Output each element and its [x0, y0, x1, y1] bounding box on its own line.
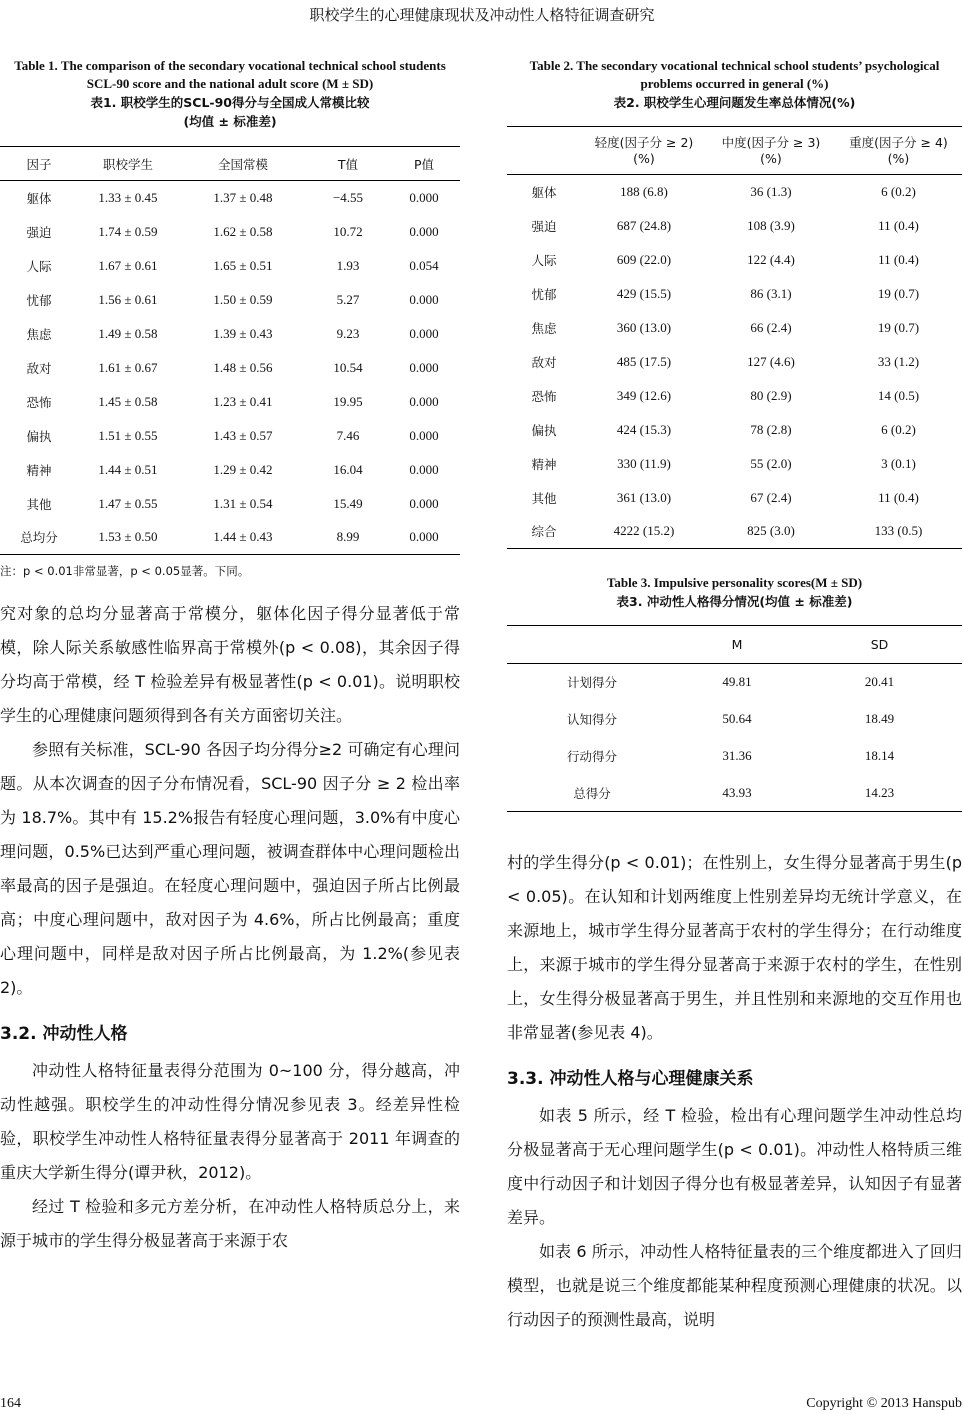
- table1-cell: 0.054: [409, 257, 439, 273]
- left-paragraph-4: 经过 T 检验和多元方差分析，在冲动性人格特质总分上，来源于城市的学生得分极显著高于来源于农: [0, 1197, 460, 1250]
- table2-cell: 忧郁: [531, 286, 557, 302]
- table1-row: [0, 419, 460, 453]
- table1-cell: 1.33 ± 0.45: [98, 189, 158, 205]
- table1-title-zh: 表1. 职校学生的SCL-90得分与全国成人常模比较: [90, 95, 370, 110]
- right-column: [507, 52, 962, 1337]
- table2-cell: 14 (0.5): [877, 387, 920, 403]
- table2-cell: 精神: [531, 456, 557, 472]
- table1-cell: 0.000: [409, 461, 439, 477]
- table1-cell: 0.000: [409, 393, 439, 409]
- table1-row: [0, 181, 460, 215]
- table2-cell: 78 (2.8): [750, 421, 792, 437]
- table3-row: [507, 701, 962, 738]
- table2-cell: 429 (15.5): [616, 285, 672, 301]
- table2-row: [507, 243, 962, 277]
- table1-cell: 1.44 ± 0.51: [98, 461, 158, 477]
- table1-cell: 1.43 ± 0.57: [213, 427, 273, 443]
- table1-cell: 0.000: [409, 189, 439, 205]
- left-paragraph-3: 冲动性人格特征量表得分范围为 0~100 分，得分越高，冲动性越强。职校学生的冲动性得分情况参见表 3。经差异性检验，职校学生冲动性人格特征量表得分显著高于 2011 年调查的重庆大学新生得分(谭尹秋，2012)。: [0, 1061, 460, 1182]
- table2-cell: 6 (0.2): [881, 421, 916, 437]
- right-paragraph-2: 如表 5 所示，经 T 检验，检出有心理问题学生冲动性总均分极显著高于无心理问题学生(p < 0.01)。冲动性人格特质三维度中行动因子和计划因子得分也有极显著差异，认知因子有显著差异。: [507, 1106, 962, 1227]
- table3-body: [507, 664, 962, 812]
- table2-cell: 综合: [507, 515, 581, 549]
- table3-header: M: [677, 626, 797, 664]
- table3-cell: 14.23: [797, 775, 962, 812]
- table2-cell: 349 (12.6): [616, 387, 672, 403]
- table1-header: 职校学生: [78, 147, 178, 181]
- left-column: [0, 52, 460, 1258]
- table2-cell: 67 (2.4): [750, 489, 792, 505]
- table2-cell: 485 (17.5): [616, 353, 672, 369]
- section-3-3-heading: 3.3. 冲动性人格与心理健康关系: [507, 1069, 754, 1089]
- table2-cell: 133 (0.5): [835, 515, 962, 549]
- table1-cell: 8.99: [308, 521, 388, 555]
- left-paragraph-2: 参照有关标准，SCL-90 各因子均分得分≥2 可确定有心理问题。从本次调查的因子分布情况看，SCL-90 因子分 ≥ 2 检出率为 18.7%。其中有 15.2%报告有轻度心理问题，3.0%有中度心理问题，0.5%已达到严重心理问题，被调查群体中心理问题检出率最高的因子是强迫。在轻度心理问题中，强迫因子所占比例最高；中度心理问题中，敌对因子为 4.6%，所占比例最高；重度心理问题中，同样是敌对因子所占比例最高，为 1.2%(参见表 2)。: [0, 740, 460, 997]
- table3-header: SD: [797, 626, 962, 664]
- table2-row: [507, 345, 962, 379]
- table1: [0, 146, 460, 555]
- section-3-2-heading: 3.2. 冲动性人格: [0, 1024, 128, 1044]
- table2-cell: 36 (1.3): [750, 183, 792, 199]
- table1-header: P值: [388, 147, 460, 181]
- table3-cell: 18.14: [864, 748, 895, 763]
- table2-cell: 焦虑: [531, 320, 557, 336]
- table2-row: [507, 209, 962, 243]
- table1-header: T值: [308, 147, 388, 181]
- table2-cell: 80 (2.9): [750, 387, 792, 403]
- table1-cell: 1.39 ± 0.43: [213, 325, 273, 341]
- table1-cell: 1.47 ± 0.55: [98, 495, 158, 511]
- table1-cell: 7.46: [336, 427, 360, 443]
- table2-cell: 躯体: [531, 184, 557, 200]
- table1-cell: 敌对: [26, 360, 52, 376]
- table1-header: 全国常模: [178, 147, 308, 181]
- right-paragraph-1: 村的学生得分(p < 0.01)；在性别上，女生得分显著高于男生(p < 0.05)。在认知和计划两维度上性别差异均无统计学意义，在来源地上，城市学生得分显著高于农村的学生得分；在行动维度上，来源于城市的学生得分显著高于来源于农村的学生，在性别上，女生得分极显著高于男生，并且性别和来源地的交互作用也非常显著(参见表 4)。: [507, 853, 962, 1042]
- table1-cell: 0.000: [409, 359, 439, 375]
- table1-cell: 1.93: [336, 257, 360, 273]
- table2-cell: 偏执: [531, 422, 557, 438]
- table1-cell: 1.74 ± 0.59: [98, 223, 158, 239]
- table1-row: [0, 317, 460, 351]
- table1-row: [0, 487, 460, 521]
- table2-cell: 3 (0.1): [881, 455, 916, 471]
- table2-row: [507, 311, 962, 345]
- table2-cell: 33 (1.2): [877, 353, 920, 369]
- table2-header-row: [507, 127, 962, 175]
- table2-cell: 11 (0.4): [878, 251, 919, 267]
- table1-row: [0, 283, 460, 317]
- table2-row: [507, 277, 962, 311]
- table3-cell: 20.41: [864, 674, 895, 690]
- table2-header: 轻度(因子分 ≥ 2) (%): [581, 127, 707, 175]
- table2-cell: 66 (2.4): [750, 319, 792, 335]
- table1-row: [0, 215, 460, 249]
- table1-cell: 1.45 ± 0.58: [98, 393, 158, 409]
- table1-cell: 焦虑: [26, 326, 52, 342]
- table1-header: 因子: [0, 147, 78, 181]
- table1-cell: 1.31 ± 0.54: [213, 495, 273, 511]
- table1-row: [0, 521, 460, 555]
- table1-row: [0, 453, 460, 487]
- table2-row: [507, 447, 962, 481]
- table1-row: [0, 249, 460, 283]
- table1-cell: 其他: [26, 496, 52, 512]
- table1-cell: 1.53 ± 0.50: [78, 521, 178, 555]
- table3-cell: 49.81: [722, 674, 752, 690]
- table1-cell: 16.04: [333, 461, 363, 477]
- table3-title-zh: 表3. 冲动性人格得分情况(均值 ± 标准差): [616, 594, 853, 609]
- table1-cell: 0.000: [409, 291, 439, 307]
- table1-cell: 5.27: [336, 291, 360, 307]
- table3-title-en: Table 3. Impulsive personality scores(M ± SD): [606, 575, 863, 590]
- table1-title-zh-sub: (均值 ± 标准差): [183, 114, 277, 129]
- table3: [507, 625, 962, 812]
- table2-cell: 19 (0.7): [877, 285, 920, 301]
- table2-cell: 强迫: [531, 218, 557, 234]
- copyright: Copyright © 2013 Hanspub: [806, 1396, 962, 1411]
- table2-cell: 361 (13.0): [616, 489, 672, 505]
- table3-cell: 总得分: [507, 775, 677, 812]
- table1-cell: 9.23: [336, 325, 360, 341]
- table1-cell: 15.49: [333, 495, 363, 511]
- table2-cell: 4222 (15.2): [581, 515, 707, 549]
- table1-cell: 人际: [26, 258, 52, 274]
- table1-cell: 偏执: [26, 428, 52, 444]
- table2-row: [507, 481, 962, 515]
- table1-cell: 强迫: [26, 224, 52, 240]
- table1-cell: 1.65 ± 0.51: [213, 257, 273, 273]
- table3-cell: 18.49: [864, 711, 895, 726]
- table3-row: [507, 738, 962, 775]
- table2-row: [507, 515, 962, 549]
- table2-cell: 敌对: [531, 354, 557, 370]
- table3-header: [507, 626, 677, 664]
- running-head: 职校学生的心理健康现状及冲动性人格特征调查研究: [309, 6, 655, 24]
- table1-cell: 1.49 ± 0.58: [98, 325, 158, 341]
- table1-cell: 1.37 ± 0.48: [213, 189, 273, 205]
- table1-cell: 精神: [26, 462, 52, 478]
- table1-body: [0, 181, 460, 555]
- table2-cell: 11 (0.4): [878, 489, 919, 505]
- table2-cell: 6 (0.2): [881, 183, 916, 199]
- table1-cell: 19.95: [333, 393, 363, 409]
- right-paragraph-3: 如表 6 所示，冲动性人格特征量表的三个维度都进入了回归模型，也就是说三个维度都能某种程度预测心理健康的状况。以行动因子的预测性最高，说明: [507, 1242, 962, 1329]
- left-paragraph-1: 究对象的总均分显著高于常模分，躯体化因子得分显著低于常模，除人际关系敏感性临界高于常模外(p < 0.08)，其余因子得分均高于常模，经 T 检验差异有极显著性(p < 0.01)。说明职校学生的心理健康问题须得到各有关方面密切关注。: [0, 604, 460, 725]
- table1-cell: −4.55: [332, 189, 364, 205]
- table1-cell: 0.000: [388, 521, 460, 555]
- table2-body: [507, 175, 962, 549]
- table3-cell: 行动得分: [566, 749, 617, 764]
- table1-row: [0, 351, 460, 385]
- table2-cell: 55 (2.0): [750, 455, 792, 471]
- table2-cell: 687 (24.8): [616, 217, 672, 233]
- table2-cell: 188 (6.8): [620, 183, 668, 199]
- table2-cell: 122 (4.4): [747, 251, 795, 267]
- table3-row: [507, 775, 962, 812]
- table1-cell: 1.44 ± 0.43: [178, 521, 308, 555]
- table3-cell: 认知得分: [566, 712, 617, 727]
- table2-cell: 人际: [531, 252, 557, 268]
- table1-cell: 10.72: [333, 223, 363, 239]
- table2-cell: 424 (15.3): [616, 421, 672, 437]
- table2-title-zh: 表2. 职校学生心理问题发生率总体情况(%): [613, 95, 856, 110]
- table1-title-en: Table 1. The comparison of the secondary vocational technical school students SCL-90 score and the national adult score (M ± SD): [14, 58, 446, 91]
- table2-title-en: Table 2. The secondary vocational technical school students’ psychological problems occurred in general (%): [529, 58, 940, 91]
- table1-cell: 0.000: [409, 495, 439, 511]
- table1-cell: 1.50 ± 0.59: [213, 291, 273, 307]
- table3-row: [507, 664, 962, 701]
- table2-cell: 330 (11.9): [617, 455, 671, 471]
- table2-cell: 19 (0.7): [877, 319, 920, 335]
- table2-cell: 127 (4.6): [747, 353, 795, 369]
- table3-cell: 50.64: [722, 711, 752, 726]
- table3-cell: 31.36: [722, 748, 752, 763]
- table2-header: 中度(因子分 ≥ 3) (%): [707, 127, 835, 175]
- table1-cell: 1.56 ± 0.61: [98, 291, 158, 307]
- table1-cell: 总均分: [0, 521, 78, 555]
- table2-row: [507, 413, 962, 447]
- table3-header-row: [507, 626, 962, 664]
- table2-row: [507, 379, 962, 413]
- table1-cell: 1.23 ± 0.41: [213, 393, 273, 409]
- table1-cell: 1.61 ± 0.67: [98, 359, 158, 375]
- table1-cell: 躯体: [26, 190, 52, 206]
- table2-cell: 其他: [531, 490, 557, 506]
- table2-cell: 86 (3.1): [750, 285, 792, 301]
- table1-row: [0, 385, 460, 419]
- table1-cell: 忧郁: [26, 292, 52, 308]
- table1-note: 注：p < 0.01非常显著，p < 0.05显著。下同。: [0, 564, 250, 578]
- table1-cell: 1.67 ± 0.61: [98, 257, 158, 273]
- table1-cell: 1.51 ± 0.55: [98, 427, 158, 443]
- table2-cell: 11 (0.4): [878, 217, 919, 233]
- table2-cell: 恐怖: [531, 388, 557, 404]
- page-number: 164: [0, 1396, 21, 1411]
- table1-cell: 0.000: [409, 427, 439, 443]
- table2-row: [507, 175, 962, 209]
- table1-header-row: [0, 147, 460, 181]
- table1-cell: 恐怖: [26, 394, 52, 410]
- table2-header: 重度(因子分 ≥ 4) (%): [835, 127, 962, 175]
- table1-cell: 0.000: [409, 223, 439, 239]
- table2-cell: 108 (3.9): [747, 217, 795, 233]
- table1-cell: 0.000: [409, 325, 439, 341]
- table2-cell: 609 (22.0): [616, 251, 672, 267]
- table1-cell: 10.54: [333, 359, 363, 375]
- table2-header: [507, 127, 581, 175]
- table1-cell: 1.29 ± 0.42: [213, 461, 273, 477]
- table3-cell: 43.93: [677, 775, 797, 812]
- table1-cell: 1.48 ± 0.56: [213, 359, 273, 375]
- table1-cell: 1.62 ± 0.58: [213, 223, 273, 239]
- table2-cell: 360 (13.0): [616, 319, 672, 335]
- table3-cell: 计划得分: [566, 675, 617, 691]
- table2-cell: 825 (3.0): [707, 515, 835, 549]
- table2: [507, 126, 962, 549]
